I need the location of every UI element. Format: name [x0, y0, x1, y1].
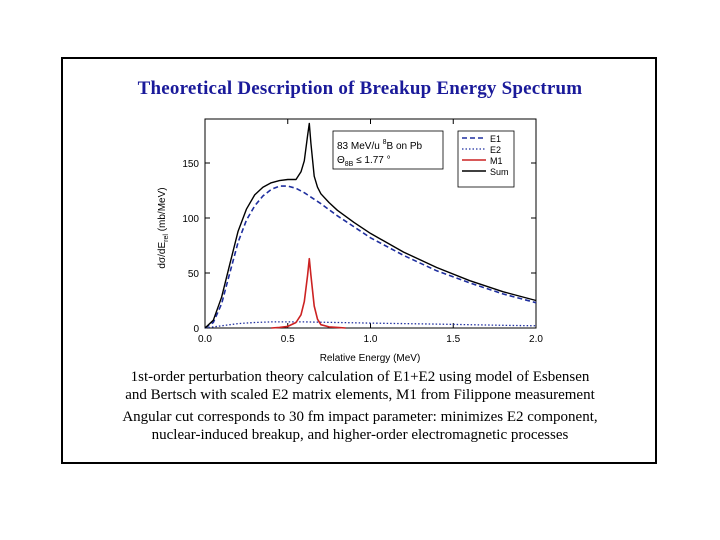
- series-m1-line: [271, 259, 346, 328]
- x-tick-label: 2.0: [529, 334, 543, 345]
- series-e1-line: [205, 186, 536, 328]
- caption-line-1: 1st-order perturbation theory calculation of E1+E2 using model of Esbensen: [130, 369, 590, 385]
- x-tick-label: 0.5: [280, 334, 295, 345]
- y-tick-label: 0: [193, 324, 199, 335]
- legend-label-e1: E1: [490, 134, 502, 144]
- annotation-box: [333, 131, 443, 169]
- annotation-theta: Θ: [337, 155, 345, 166]
- y-axis-label: [157, 187, 170, 268]
- x-axis-label: Relative Energy (MeV): [319, 353, 421, 364]
- annotation-beam: 83 MeV/u: [337, 141, 383, 152]
- y-axis-label-unit: (mb/MeV): [157, 187, 168, 235]
- legend-label-sum: Sum: [490, 167, 509, 177]
- annotation-line1: [337, 139, 423, 152]
- annotation-cut: ≤ 1.77 °: [353, 155, 391, 166]
- x-tick-label: 1.0: [363, 334, 378, 345]
- legend-label-m1: M1: [490, 156, 503, 166]
- y-axis-label-main: dσ/dE: [157, 241, 168, 269]
- legend-label-e2: E2: [490, 145, 502, 155]
- x-tick-label: 1.5: [446, 334, 461, 345]
- annotation-theta-sub: 8B: [344, 161, 354, 168]
- y-axis-label-sub: rel: [163, 234, 170, 242]
- y-tick-label: 150: [182, 159, 199, 170]
- legend-frame: [458, 131, 514, 187]
- caption-line-3: Angular cut corresponds to 30 fm impact parameter: minimizes E2 component,: [122, 409, 598, 425]
- annotation-mass-number: 8: [382, 139, 387, 146]
- x-tick-label: 0.0: [198, 334, 212, 345]
- caption-line-4: nuclear-induced breakup, and higher-order electromagnetic processes: [151, 427, 569, 443]
- y-tick-label: 100: [182, 214, 199, 225]
- annotation-target: B on Pb: [386, 141, 423, 152]
- y-tick-label: 50: [187, 269, 199, 280]
- slide-title: Theoretical Description of Breakup Energy Spectrum: [137, 78, 583, 99]
- caption-line-2: and Bertsch with scaled E2 matrix elements, M1 from Filippone measurement: [125, 387, 595, 403]
- legend: [458, 131, 514, 187]
